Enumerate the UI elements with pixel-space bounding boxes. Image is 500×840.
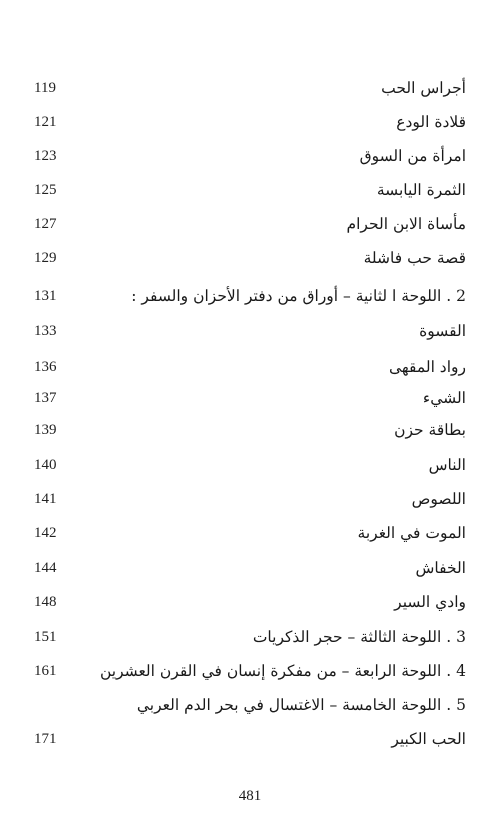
toc-section-heading	[34, 279, 466, 313]
toc-entry-page: 136	[34, 359, 57, 375]
toc-entry-page: 137	[34, 390, 57, 406]
toc-entry-page: 133	[34, 323, 57, 339]
toc-entry-page: 123	[34, 148, 57, 164]
toc-entry-title: 4 . اللوحة الرابعة – من مفكرة إنسان في القرن العشرين	[99, 662, 466, 680]
toc-entry-title: 3 . اللوحة الثالثة – حجر الذكريات	[252, 628, 466, 646]
toc-entry	[34, 413, 466, 447]
toc-entry-title: رواد المقهى	[388, 358, 466, 376]
toc-entry-page: 142	[34, 525, 57, 541]
toc-entry	[34, 105, 466, 139]
toc-entry	[34, 207, 466, 241]
toc-entry-title: 2 . اللوحة ا لثانية – أوراق من دفتر الأحزان والسفر :	[131, 287, 466, 305]
toc-entry	[34, 722, 466, 756]
toc-entry	[34, 551, 466, 585]
toc-entry-page: 171	[34, 731, 57, 747]
toc-entry-title: بطاقة حزن	[394, 421, 466, 439]
toc-entry-page: 140	[34, 457, 57, 473]
toc-entry-title: الخفاش	[415, 559, 466, 577]
toc-entry	[34, 381, 466, 415]
toc-entry-title: الحب الكبير	[391, 730, 466, 748]
toc-entry-title: القسوة	[419, 322, 466, 340]
toc-entry-page: 121	[34, 114, 57, 130]
toc-entry	[34, 516, 466, 550]
toc-entry	[34, 173, 466, 207]
toc-entry-page: 141	[34, 491, 57, 507]
toc-entry-title: أجراس الحب	[381, 79, 466, 97]
toc-entry	[34, 139, 466, 173]
toc-entry	[34, 314, 466, 348]
toc-section-heading	[34, 620, 466, 654]
toc-entry	[34, 241, 466, 275]
toc-entry-page: 139	[34, 422, 57, 438]
toc-entry-title: 5 . اللوحة الخامسة – الاغتسال في بحر الدم العربي	[136, 696, 466, 714]
toc-section-heading	[34, 688, 466, 722]
toc-entry-title: الشيء	[422, 389, 466, 407]
toc-entry-title: اللصوص	[411, 490, 466, 508]
toc-section-heading	[34, 654, 466, 688]
toc-entry-page: 161	[34, 663, 57, 679]
toc-entry-page: 127	[34, 216, 57, 232]
toc-entry-title: مأساة الابن الحرام	[346, 215, 466, 233]
toc-entry-page: 144	[34, 560, 57, 576]
toc-entry	[34, 71, 466, 105]
toc-entry-page: 119	[34, 80, 56, 96]
toc-entry-page: 148	[34, 594, 57, 610]
toc-entry	[34, 350, 466, 384]
toc-entry-title: قصة حب فاشلة	[363, 249, 466, 267]
toc-entry-title: قلادة الودع	[396, 113, 466, 131]
toc-entry-title: وادي السير	[394, 593, 466, 611]
toc-entry-page: 151	[34, 629, 57, 645]
toc-entry-title: الموت في الغربة	[357, 524, 466, 542]
toc-entry	[34, 448, 466, 482]
page-number: 481	[238, 788, 262, 804]
toc-entry-title: امرأة من السوق	[359, 147, 466, 165]
toc-entry-page: 129	[34, 250, 57, 266]
toc-entry	[34, 585, 466, 619]
toc-entry	[34, 482, 466, 516]
toc-entry-page: 125	[34, 182, 57, 198]
toc-entry-title: الثمرة اليابسة	[376, 181, 466, 199]
toc-entry-title: الناس	[428, 456, 466, 474]
toc-entry-page: 131	[34, 288, 57, 304]
